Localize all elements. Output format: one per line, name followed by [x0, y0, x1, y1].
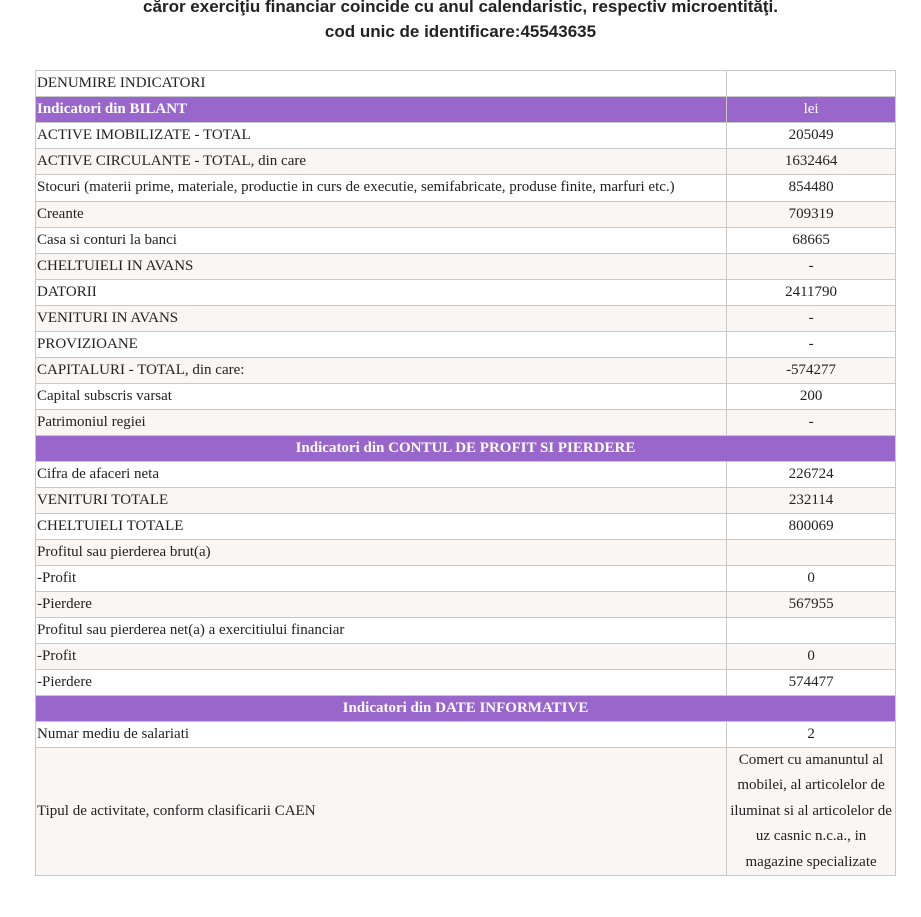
row-label: Profitul sau pierderea brut(a) — [36, 539, 727, 565]
table-row — [36, 461, 896, 487]
table-row — [36, 279, 896, 305]
row-label: -Profit — [36, 565, 727, 591]
row-value: 709319 — [727, 201, 896, 227]
table-row — [36, 565, 896, 591]
section-bilant-unit: lei — [727, 97, 896, 123]
table-row — [36, 253, 896, 279]
row-value: 567955 — [727, 591, 896, 617]
row-value: 68665 — [727, 227, 896, 253]
row-value: - — [727, 305, 896, 331]
row-value: Comert cu amanuntul al mobilei, al articolelor de iluminat si al articolelor de uz casnic n.c.a., in magazine specializate — [727, 747, 896, 876]
row-value: 0 — [727, 565, 896, 591]
table-row — [36, 721, 896, 747]
row-label: CAPITALURI - TOTAL, din care: — [36, 357, 727, 383]
section-info-title: Indicatori din DATE INFORMATIVE — [36, 695, 896, 721]
row-label: -Profit — [36, 643, 727, 669]
row-label: PROVIZIOANE — [36, 331, 727, 357]
table-row — [36, 383, 896, 409]
table-row — [36, 305, 896, 331]
row-value: 232114 — [727, 487, 896, 513]
row-value: - — [727, 253, 896, 279]
table-row — [36, 643, 896, 669]
row-value — [727, 617, 896, 643]
table-row — [36, 669, 896, 695]
header-line-cui: cod unic de identificare:45543635 — [324, 22, 597, 41]
row-label: ACTIVE CIRCULANTE - TOTAL, din care — [36, 149, 727, 175]
row-label: -Pierdere — [36, 591, 727, 617]
row-value: 226724 — [727, 461, 896, 487]
row-value: 854480 — [727, 175, 896, 202]
table-row — [36, 409, 896, 435]
section-info-row — [36, 695, 896, 721]
row-value: 574477 — [727, 669, 896, 695]
section-profit-row — [36, 435, 896, 461]
table-row — [36, 539, 896, 565]
row-label: DATORII — [36, 279, 727, 305]
table-row — [36, 123, 896, 149]
section-bilant-row — [36, 97, 896, 123]
row-value: 1632464 — [727, 149, 896, 175]
table-row — [36, 591, 896, 617]
row-value: - — [727, 409, 896, 435]
row-label: Patrimoniul regiei — [36, 409, 727, 435]
header-label-cell: DENUMIRE INDICATORI — [36, 71, 727, 97]
row-value: 205049 — [727, 123, 896, 149]
row-value: 2411790 — [727, 279, 896, 305]
table-row — [36, 487, 896, 513]
row-label: VENITURI IN AVANS — [36, 305, 727, 331]
row-label: Capital subscris varsat — [36, 383, 727, 409]
row-label: Tipul de activitate, conform clasificarii CAEN — [36, 747, 727, 876]
section-profit-title: Indicatori din CONTUL DE PROFIT SI PIERDERE — [36, 435, 896, 461]
row-label: Cifra de afaceri neta — [36, 461, 727, 487]
row-value: 2 — [727, 721, 896, 747]
header-value-cell — [727, 71, 896, 97]
table-row — [36, 357, 896, 383]
table-row — [36, 201, 896, 227]
table-row — [36, 149, 896, 175]
row-label: -Pierdere — [36, 669, 727, 695]
table-row — [36, 617, 896, 643]
table-row — [36, 747, 896, 876]
table-row — [36, 513, 896, 539]
row-label: Stocuri (materii prime, materiale, productie in curs de executie, semifabricate, produse finite, marfuri etc.) — [36, 175, 727, 202]
row-label: Creante — [36, 201, 727, 227]
section-bilant-title: Indicatori din BILANT — [36, 97, 727, 123]
header-line-description: căror exerciţiu financiar coincide cu anul calendaristic, respectiv microentităţi. — [143, 0, 778, 16]
row-value: - — [727, 331, 896, 357]
table-header-row — [36, 71, 896, 97]
row-value: 800069 — [727, 513, 896, 539]
row-label: CHELTUIELI IN AVANS — [36, 253, 727, 279]
row-label: CHELTUIELI TOTALE — [36, 513, 727, 539]
indicators-table — [35, 70, 896, 876]
row-label: ACTIVE IMOBILIZATE - TOTAL — [36, 123, 727, 149]
row-value: 0 — [727, 643, 896, 669]
table-row — [36, 331, 896, 357]
row-label: VENITURI TOTALE — [36, 487, 727, 513]
row-value — [727, 539, 896, 565]
row-label: Casa si conturi la banci — [36, 227, 727, 253]
row-label: Profitul sau pierderea net(a) a exercitiului financiar — [36, 617, 727, 643]
row-value: -574277 — [727, 357, 896, 383]
row-label: Numar mediu de salariati — [36, 721, 727, 747]
row-value: 200 — [727, 383, 896, 409]
table-row — [36, 175, 896, 202]
table-row — [36, 227, 896, 253]
